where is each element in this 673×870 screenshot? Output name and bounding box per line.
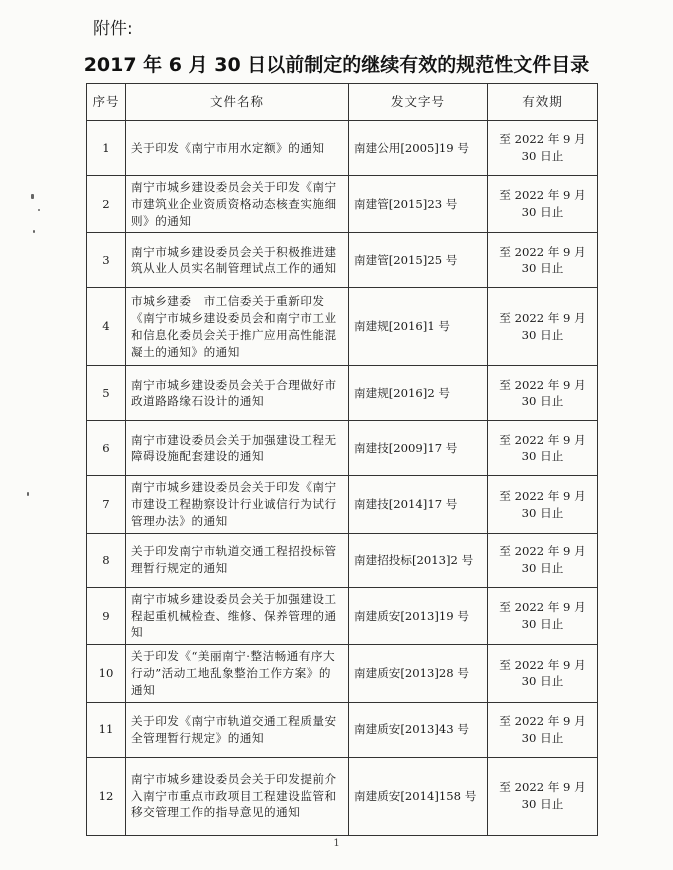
column-header-doc-code: 发文字号 (349, 84, 488, 121)
doc-code: 南建招投标[2013]2 号 (349, 533, 488, 587)
file-name: 市城乡建委 市工信委关于重新印发《南宁市城乡建设委员会和南宁市工业和信息化委员会关于推广应用高性能混凝土的通知》的通知 (126, 288, 349, 366)
table-row (87, 757, 598, 835)
doc-code: 南建规[2016]1 号 (349, 288, 488, 366)
validity: 至 2022 年 9 月 30 日止 (488, 702, 598, 757)
file-name: 南宁市城乡建设委员会关于合理做好市政道路路缘石设计的通知 (126, 366, 349, 421)
doc-code: 南建质安[2014]158 号 (349, 757, 488, 835)
row-number: 7 (87, 476, 126, 533)
row-number: 9 (87, 587, 126, 644)
table-row (87, 533, 598, 587)
file-name: 南宁市城乡建设委员会关于积极推进建筑从业人员实名制管理试点工作的通知 (126, 233, 349, 288)
column-header-file-name: 文件名称 (126, 84, 349, 121)
row-number: 3 (87, 233, 126, 288)
validity: 至 2022 年 9 月 30 日止 (488, 421, 598, 476)
document-table (86, 83, 598, 836)
row-number: 5 (87, 366, 126, 421)
doc-code: 南建公用[2005]19 号 (349, 121, 488, 176)
validity: 至 2022 年 9 月 30 日止 (488, 176, 598, 233)
doc-code: 南建管[2015]23 号 (349, 176, 488, 233)
doc-code: 南建质安[2013]28 号 (349, 645, 488, 702)
file-name: 关于印发《“美丽南宁·整洁畅通有序大行动”活动工地乱象整治工作方案》的通知 (126, 645, 349, 702)
row-number: 4 (87, 288, 126, 366)
validity: 至 2022 年 9 月 30 日止 (488, 645, 598, 702)
doc-code: 南建管[2015]25 号 (349, 233, 488, 288)
doc-code: 南建质安[2013]43 号 (349, 702, 488, 757)
table-row (87, 176, 598, 233)
scan-speck (38, 209, 40, 211)
row-number: 1 (87, 121, 126, 176)
validity: 至 2022 年 9 月 30 日止 (488, 366, 598, 421)
table-row (87, 587, 598, 644)
scan-speck (31, 194, 34, 199)
table-row (87, 421, 598, 476)
validity: 至 2022 年 9 月 30 日止 (488, 288, 598, 366)
file-name: 南宁市城乡建设委员会关于印发《南宁市建设工程勘察设计行业诚信行为试行管理办法》的通知 (126, 476, 349, 533)
page-number: 1 (333, 838, 340, 849)
validity: 至 2022 年 9 月 30 日止 (488, 533, 598, 587)
table-row (87, 366, 598, 421)
document-title: 2017 年 6 月 30 日以前制定的继续有效的规范性文件目录 (83, 54, 590, 76)
file-name: 关于印发《南宁市用水定额》的通知 (126, 121, 349, 176)
file-name: 关于印发南宁市轨道交通工程招投标管理暂行规定的通知 (126, 533, 349, 587)
row-number: 8 (87, 533, 126, 587)
row-number: 2 (87, 176, 126, 233)
validity: 至 2022 年 9 月 30 日止 (488, 476, 598, 533)
scan-speck (27, 492, 29, 496)
validity: 至 2022 年 9 月 30 日止 (488, 233, 598, 288)
attachment-label: 附件: (93, 19, 133, 39)
column-header-validity: 有效期 (488, 84, 598, 121)
file-name: 关于印发《南宁市轨道交通工程质量安全管理暂行规定》的通知 (126, 702, 349, 757)
validity: 至 2022 年 9 月 30 日止 (488, 121, 598, 176)
doc-code: 南建质安[2013]19 号 (349, 587, 488, 644)
table-row (87, 476, 598, 533)
validity: 至 2022 年 9 月 30 日止 (488, 587, 598, 644)
column-header-number: 序号 (87, 84, 126, 121)
table-row (87, 645, 598, 702)
scan-speck (33, 230, 35, 233)
doc-code: 南建技[2009]17 号 (349, 421, 488, 476)
table-row (87, 121, 598, 176)
row-number: 12 (87, 757, 126, 835)
file-name: 南宁市城乡建设委员会关于印发《南宁市建筑业企业资质资格动态核查实施细则》的通知 (126, 176, 349, 233)
file-name: 南宁市建设委员会关于加强建设工程无障碍设施配套建设的通知 (126, 421, 349, 476)
row-number: 10 (87, 645, 126, 702)
table-row (87, 702, 598, 757)
table-row (87, 288, 598, 366)
row-number: 6 (87, 421, 126, 476)
row-number: 11 (87, 702, 126, 757)
table-header-row (87, 84, 598, 121)
table-row (87, 233, 598, 288)
file-name: 南宁市城乡建设委员会关于加强建设工程起重机械检查、维修、保养管理的通知 (126, 587, 349, 644)
doc-code: 南建技[2014]17 号 (349, 476, 488, 533)
file-name: 南宁市城乡建设委员会关于印发提前介入南宁市重点市政项目工程建设监管和移交管理工作的指导意见的通知 (126, 757, 349, 835)
validity: 至 2022 年 9 月 30 日止 (488, 757, 598, 835)
doc-code: 南建规[2016]2 号 (349, 366, 488, 421)
